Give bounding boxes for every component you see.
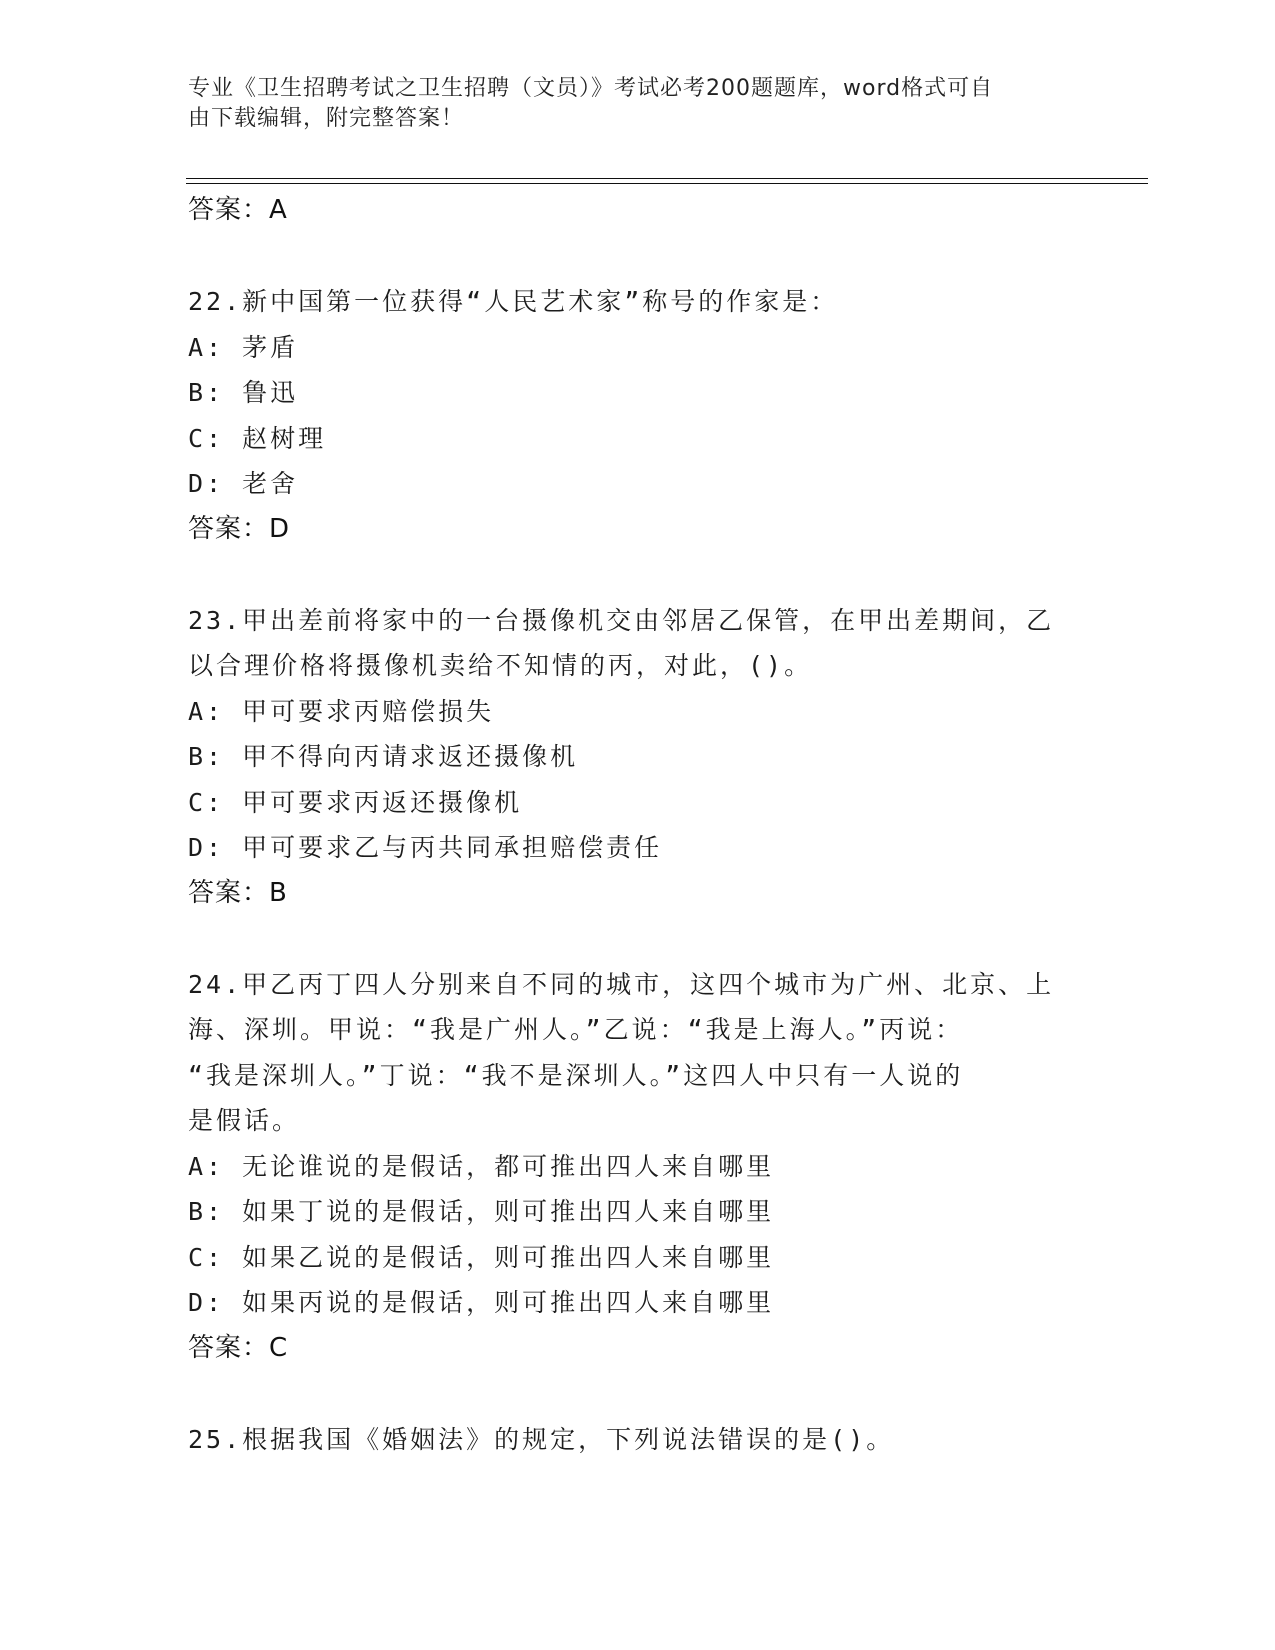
- option-c: C: 甲可要求丙返还摄像机: [188, 787, 523, 817]
- spacer: [188, 1371, 1088, 1417]
- header-divider-bottom: [186, 183, 1148, 184]
- question-stem-line: 是假话。: [188, 1106, 301, 1135]
- option-b: B: 甲不得向丙请求返还摄像机: [188, 742, 579, 771]
- header-divider-top: [186, 178, 1148, 179]
- document-header: [188, 74, 1068, 134]
- question-25: [188, 1417, 1088, 1463]
- question-list: [188, 188, 1088, 1462]
- question-stem-line: “我是深圳人。”丁说：“我不是深圳人。”这四人中只有一人说的: [188, 1060, 964, 1090]
- option-a: A: 甲可要求丙赔偿损失: [188, 696, 495, 726]
- option-d: D: 甲可要求乙与丙共同承担赔偿责任: [188, 833, 663, 862]
- option-b: B: 如果丁说的是假话，则可推出四人来自哪里: [188, 1197, 775, 1226]
- answer-line: 答案：C: [188, 1332, 289, 1363]
- question-stem-line: 25.根据我国《婚姻法》的规定，下列说法错误的是()。: [188, 1424, 895, 1454]
- answer-line: 答案：B: [188, 877, 288, 908]
- option-c: C: 如果乙说的是假话，则可推出四人来自哪里: [188, 1242, 775, 1272]
- header-line-1: 专业《卫生招聘考试之卫生招聘（文员）》考试必考200题题库，word格式可自: [188, 76, 994, 101]
- question-22: [188, 279, 1088, 552]
- option-c: C: 赵树理: [188, 423, 327, 453]
- spacer: [188, 234, 1088, 280]
- question-stem-line: 24.甲乙丙丁四人分别来自不同的城市，这四个城市为广州、北京、上: [188, 969, 1055, 999]
- answer-line: 答案：D: [188, 513, 291, 544]
- question-stem-line: 海、深圳。甲说：“我是广州人。”乙说：“我是上海人。”丙说：: [188, 1015, 964, 1044]
- question-24: [188, 962, 1088, 1372]
- previous-answer: 答案：A: [188, 195, 288, 225]
- spacer: [188, 552, 1088, 598]
- option-a: A: 茅盾: [188, 332, 299, 362]
- question-stem-line: 以合理价格将摄像机卖给不知情的丙，对此，()。: [188, 651, 813, 680]
- question-23: [188, 598, 1088, 917]
- header-line-2: 由下载编辑，附完整答案！: [188, 106, 465, 131]
- option-b: B: 鲁迅: [188, 378, 299, 407]
- option-d: D: 如果丙说的是假话，则可推出四人来自哪里: [188, 1288, 775, 1317]
- spacer: [188, 916, 1088, 962]
- option-d: D: 老舍: [188, 469, 299, 498]
- question-stem-line: 23.甲出差前将家中的一台摄像机交由邻居乙保管，在甲出差期间，乙: [188, 605, 1055, 635]
- option-a: A: 无论谁说的是假话，都可推出四人来自哪里: [188, 1151, 775, 1181]
- question-stem-line: 22.新中国第一位获得“人民艺术家”称号的作家是：: [188, 287, 839, 316]
